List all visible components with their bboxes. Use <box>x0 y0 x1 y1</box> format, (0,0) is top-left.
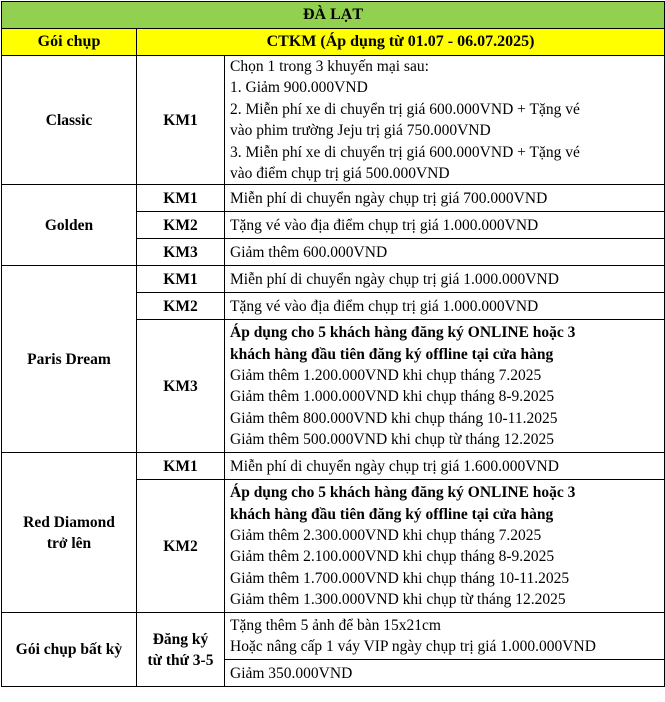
header-row <box>2 29 665 56</box>
table-row <box>2 185 665 212</box>
km-label: KM3 <box>137 320 225 453</box>
desc-line: Giảm thêm 1.300.000VND khi chụp từ tháng 12.2025 <box>230 591 566 609</box>
desc-line: 3. Miễn phí xe di chuyển trị giá 600.000VND + Tặng vé <box>230 143 580 161</box>
km-description <box>225 480 665 613</box>
desc-line: 1. Giảm 900.000VND <box>230 79 368 97</box>
desc-line: vào phim trường Jeju trị giá 750.000VND <box>230 122 491 140</box>
desc-line: Giảm thêm 2.300.000VND khi chụp tháng 7.2025 <box>230 527 542 545</box>
desc-line: Giảm thêm 1.000.000VND khi chụp tháng 8-9.2025 <box>230 388 555 406</box>
km-label-line: Đăng ký <box>152 630 209 648</box>
km-label: KM2 <box>137 212 225 239</box>
km-label: KM1 <box>137 453 225 480</box>
km-description: Miễn phí di chuyển ngày chụp trị giá 700.000VND <box>225 185 665 212</box>
table-row <box>2 266 665 293</box>
desc-line: Giảm thêm 1.700.000VND khi chụp tháng 10-11.2025 <box>230 569 570 587</box>
condition-line: Áp dụng cho 5 khách hàng đăng ký ONLINE hoặc 3 <box>230 484 576 502</box>
desc-line: Giảm thêm 2.100.000VND khi chụp tháng 8-9.2025 <box>230 548 555 566</box>
condition-line: khách hàng đầu tiên đăng ký offline tại cửa hàng <box>230 505 554 523</box>
condition-line: khách hàng đầu tiên đăng ký offline tại cửa hàng <box>230 345 554 363</box>
km-description <box>225 320 665 453</box>
km-description: Tặng vé vào địa điểm chụp trị giá 1.000.000VND <box>225 212 665 239</box>
table-row <box>2 56 665 185</box>
km-description <box>225 56 665 185</box>
desc-line: 2. Miễn phí xe di chuyển trị giá 600.000VND + Tặng vé <box>230 100 580 118</box>
km-description: Giảm 350.000VND <box>225 660 665 687</box>
km-description: Tặng vé vào địa điểm chụp trị giá 1.000.000VND <box>225 293 665 320</box>
km-label: KM1 <box>137 266 225 293</box>
promo-table <box>1 1 665 687</box>
condition-line: Áp dụng cho 5 khách hàng đăng ký ONLINE hoặc 3 <box>230 324 576 342</box>
desc-line: Chọn 1 trong 3 khuyến mại sau: <box>230 58 429 75</box>
package-any: Gói chụp bất kỳ <box>2 613 137 687</box>
km-label-line: từ thứ 3-5 <box>147 651 214 669</box>
table-row <box>2 613 665 660</box>
table-row <box>2 453 665 480</box>
package-name-line: Red Diamond <box>23 513 115 531</box>
desc-line: Hoặc nâng cấp 1 váy VIP ngày chụp trị giá 1.000.000VND <box>230 638 596 656</box>
km-label: KM1 <box>137 185 225 212</box>
package-paris-dream: Paris Dream <box>2 266 137 453</box>
desc-line: Giảm thêm 500.000VND khi chụp từ tháng 12.2025 <box>230 431 554 449</box>
km-label: KM2 <box>137 480 225 613</box>
km-description: Giảm thêm 600.000VND <box>225 239 665 266</box>
km-label: KM3 <box>137 239 225 266</box>
package-red-diamond <box>2 453 137 613</box>
desc-line: vào điểm chụp trị giá 500.000VND <box>230 165 450 183</box>
package-name-line: trở lên <box>46 534 92 552</box>
km-label: KM1 <box>137 56 225 185</box>
table-title: ĐÀ LẠT <box>2 2 665 29</box>
km-label: KM2 <box>137 293 225 320</box>
package-classic: Classic <box>2 56 137 185</box>
header-package: Gói chụp <box>2 29 137 56</box>
km-label <box>137 613 225 687</box>
km-description: Miễn phí di chuyển ngày chụp trị giá 1.000.000VND <box>225 266 665 293</box>
desc-line: Giảm thêm 1.200.000VND khi chụp tháng 7.2025 <box>230 367 542 385</box>
package-golden: Golden <box>2 185 137 266</box>
km-description: Miễn phí di chuyển ngày chụp trị giá 1.600.000VND <box>225 453 665 480</box>
header-promo: CTKM (Áp dụng từ 01.07 - 06.07.2025) <box>137 29 665 56</box>
desc-line: Tặng thêm 5 ảnh để bàn 15x21cm <box>230 617 441 635</box>
desc-line: Giảm thêm 800.000VND khi chụp tháng 10-11.2025 <box>230 409 558 427</box>
km-description <box>225 613 665 660</box>
title-row <box>2 2 665 29</box>
